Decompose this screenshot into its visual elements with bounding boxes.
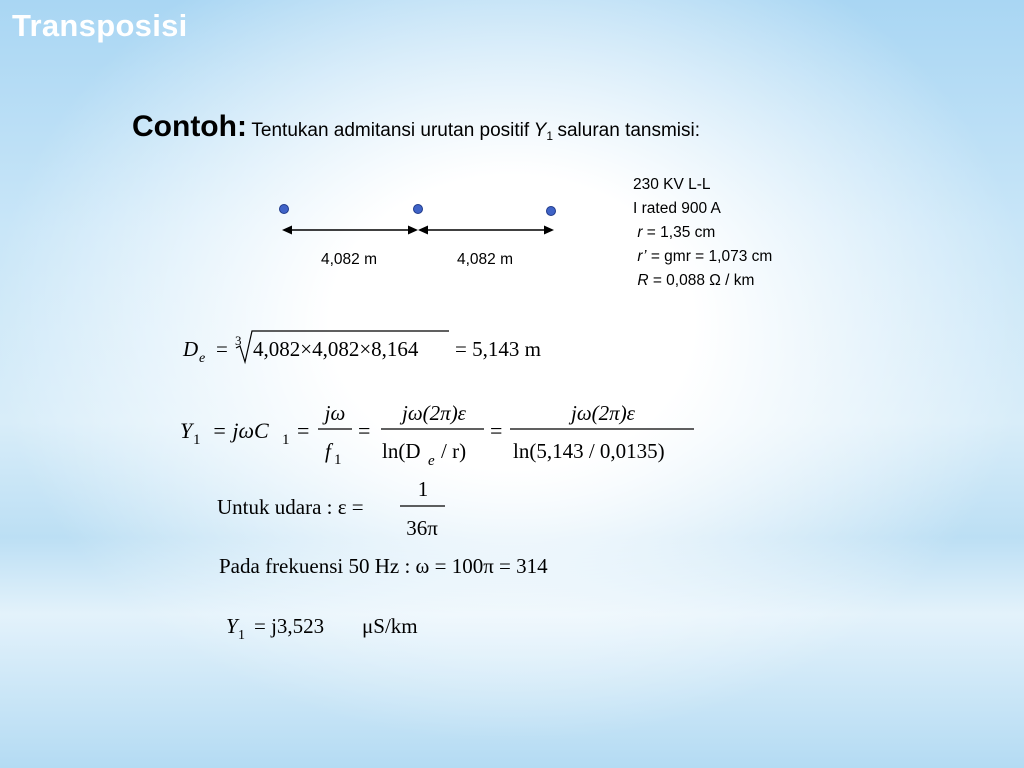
- de-result: = 5,143 m: [455, 337, 541, 361]
- spec-R-label: R: [637, 272, 649, 289]
- arrowhead: [408, 226, 418, 235]
- spec-r-value: = 1,35 cm: [646, 224, 716, 241]
- arrowhead: [418, 226, 428, 235]
- root-index: 3: [235, 333, 242, 348]
- equation-result: [226, 614, 418, 643]
- heading-text-before: Tentukan admitansi urutan positif: [251, 120, 530, 141]
- udara-label: Untuk udara : ε =: [217, 495, 364, 519]
- spec-current: I rated 900 A: [633, 200, 721, 217]
- spacing-label-left: 4,082 m: [320, 251, 378, 268]
- equation-de: [182, 331, 541, 366]
- slide-title: Transposisi: [12, 8, 188, 43]
- result-lhs-sub: 1: [238, 628, 245, 643]
- spec-rp-value: = gmr = 1,073 cm: [650, 248, 773, 265]
- udara-den: 36π: [406, 516, 438, 540]
- spec-R-value: = 0,088 Ω / km: [652, 272, 755, 289]
- spec-rp-label: r’: [637, 248, 647, 265]
- spacing-label-right: 4,082 m: [456, 251, 514, 268]
- y1-eq1-sub: 1: [282, 432, 290, 448]
- equals-sign: =: [490, 418, 503, 443]
- frac1-den-sub: 1: [334, 452, 342, 468]
- arrowhead: [544, 226, 554, 235]
- equation-udara: [217, 477, 445, 540]
- result-lhs: Y: [226, 614, 238, 638]
- heading-text-after: saluran tansmisi:: [557, 120, 701, 141]
- equals-sign: =: [358, 418, 371, 443]
- equals-sign: =: [297, 418, 310, 443]
- frac2-num: jω(2π)ε: [402, 401, 466, 425]
- frac1-den: f: [325, 439, 331, 463]
- frac2-den-b: / r): [441, 439, 467, 463]
- spec-rp: [633, 245, 772, 269]
- frac3-den: ln(5,143 / 0,0135): [513, 439, 665, 463]
- heading-var: Y: [533, 120, 547, 141]
- conductor-dot: [414, 205, 423, 214]
- y1-eq1: = jωC: [212, 418, 269, 443]
- y1-lhs-sub: 1: [193, 432, 201, 448]
- equation-frekuensi: Pada frekuensi 50 Hz : ω = 100π = 314: [219, 554, 548, 578]
- equation-y1: [180, 401, 694, 469]
- frac2-den-a: ln(D: [382, 439, 421, 463]
- frac3-num: jω(2π)ε: [571, 401, 635, 425]
- udara-num: 1: [417, 477, 429, 501]
- conductor-dot: [547, 207, 556, 216]
- frac1-num: jω: [324, 401, 346, 425]
- spec-voltage: 230 KV L-L: [633, 176, 711, 193]
- spec-R: [633, 269, 772, 293]
- heading-lead: Contoh:: [132, 110, 247, 143]
- spec-r-label: r: [637, 224, 643, 241]
- heading-sub: 1: [546, 129, 554, 144]
- spec-r: [633, 221, 772, 245]
- frac2-den-sub: e: [428, 453, 435, 469]
- line-specs: [633, 173, 772, 293]
- y1-lhs: Y: [180, 418, 193, 443]
- de-lhs: D: [183, 337, 199, 361]
- result-value: = j3,523: [254, 614, 325, 638]
- arrowhead: [282, 226, 292, 235]
- de-radicand: 4,082×4,082×8,164: [253, 337, 419, 361]
- result-unit: μS/km: [362, 614, 418, 638]
- de-lhs-sub: e: [199, 351, 206, 366]
- equals-sign: =: [216, 337, 228, 361]
- conductor-dot: [280, 205, 289, 214]
